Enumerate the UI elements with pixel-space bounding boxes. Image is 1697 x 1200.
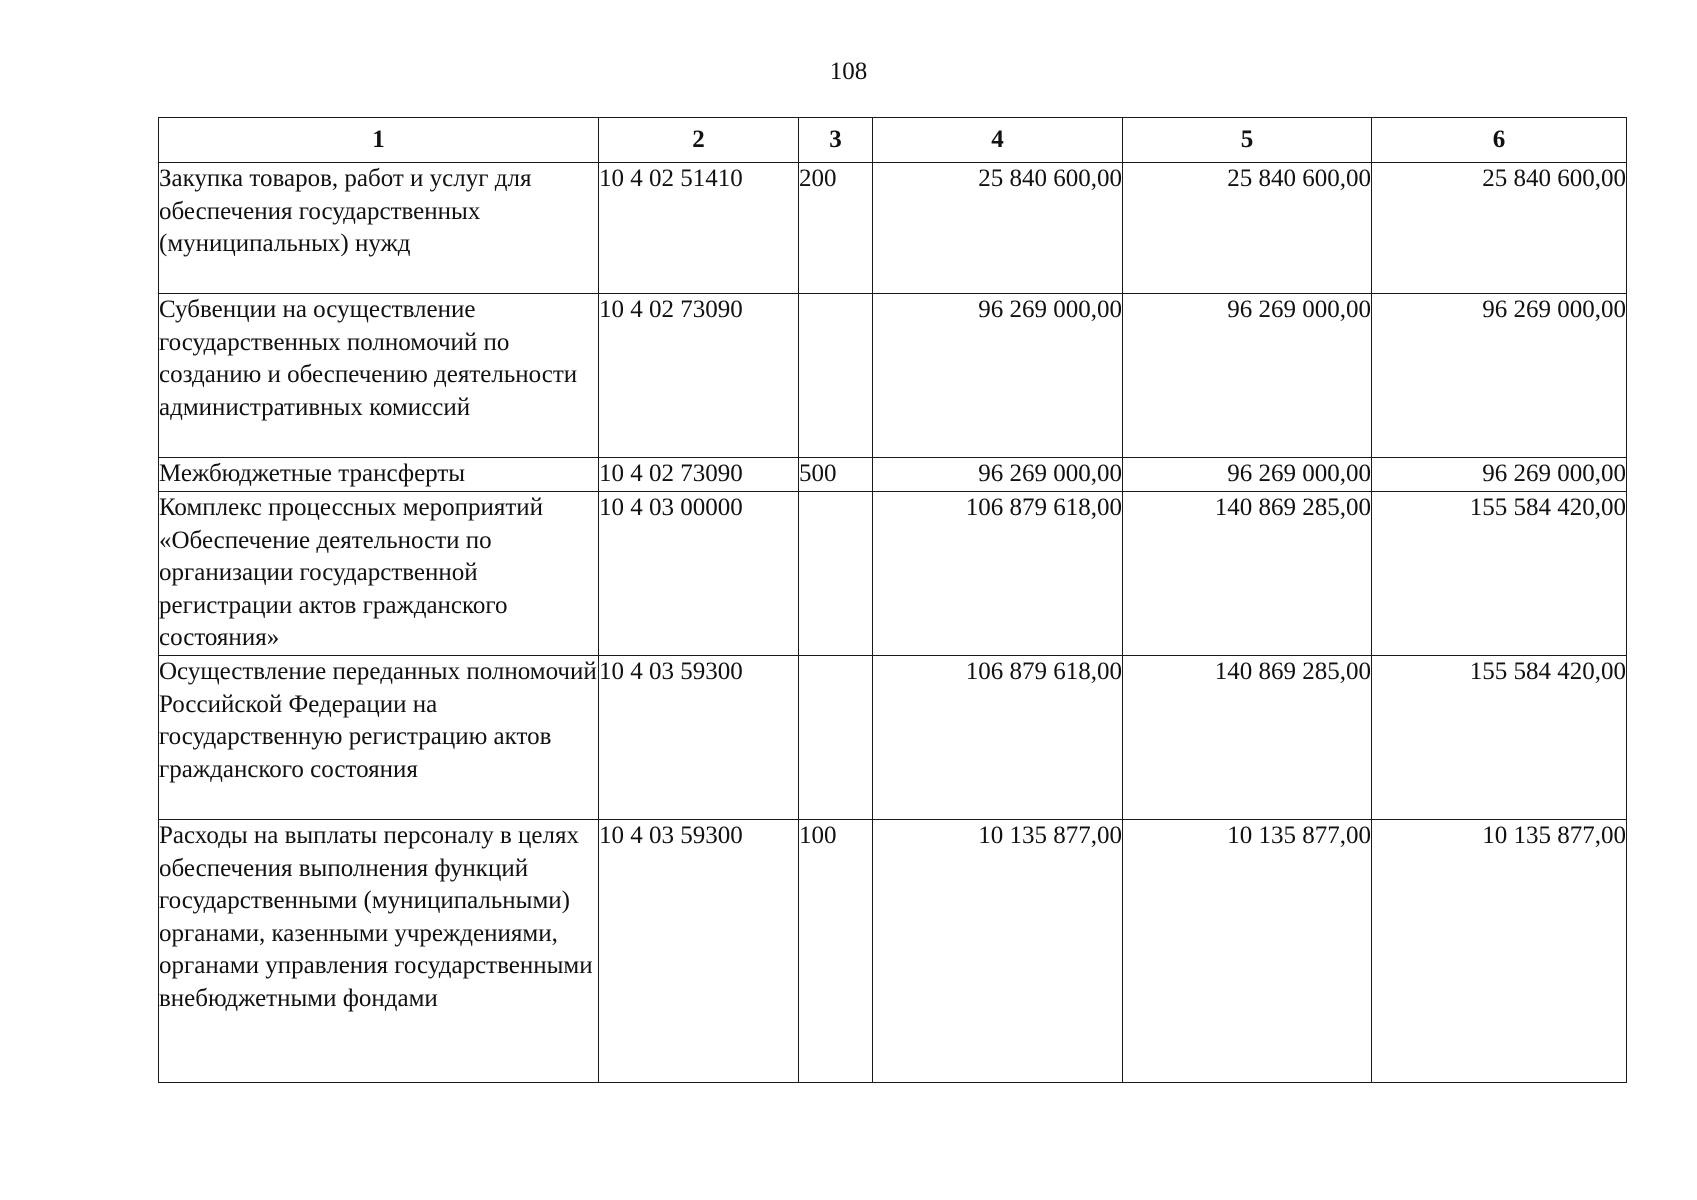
table-header (159, 118, 1627, 163)
amount-col-6: 155 584 420,00 (1372, 492, 1627, 656)
amount-col-5: 10 135 877,00 (1123, 820, 1372, 1083)
column-header-3: 3 (799, 118, 873, 163)
item-name: Межбюджетные трансферты (159, 458, 599, 492)
column-header-5: 5 (1123, 118, 1372, 163)
target-code: 10 4 03 00000 (599, 492, 799, 656)
table-row (159, 294, 1627, 458)
item-name: Закупка товаров, работ и услуг для обеспечения государственных (муниципальных) нужд (159, 163, 599, 294)
amount-col-5: 96 269 000,00 (1123, 294, 1372, 458)
amount-col-5: 140 869 285,00 (1123, 492, 1372, 656)
amount-col-4: 96 269 000,00 (873, 294, 1123, 458)
amount-col-4: 10 135 877,00 (873, 820, 1123, 1083)
item-name: Расходы на выплаты персоналу в целях обеспечения выполнения функций государственными (муниципальными) органами, казенными учреждениями, органами управления государственными внебюджетными фондами (159, 820, 599, 1083)
expense-type: 100 (799, 820, 873, 1083)
item-name: Комплекс процессных мероприятий «Обеспечение деятельности по организации государственной регистрации актов гражданского состояния» (159, 492, 599, 656)
expense-type (799, 656, 873, 820)
amount-col-6: 10 135 877,00 (1372, 820, 1627, 1083)
target-code: 10 4 03 59300 (599, 820, 799, 1083)
amount-col-5: 25 840 600,00 (1123, 163, 1372, 294)
table-row (159, 820, 1627, 1083)
target-code: 10 4 02 51410 (599, 163, 799, 294)
header-row (159, 118, 1627, 163)
column-header-6: 6 (1372, 118, 1627, 163)
table-row (159, 458, 1627, 492)
amount-col-5: 140 869 285,00 (1123, 656, 1372, 820)
column-header-2: 2 (599, 118, 799, 163)
amount-col-4: 106 879 618,00 (873, 492, 1123, 656)
page-number: 108 (829, 58, 868, 85)
target-code: 10 4 03 59300 (599, 656, 799, 820)
item-name: Субвенции на осуществление государственных полномочий по созданию и обеспечению деятельности административных комиссий (159, 294, 599, 458)
target-code: 10 4 02 73090 (599, 294, 799, 458)
amount-col-4: 106 879 618,00 (873, 656, 1123, 820)
expense-type (799, 294, 873, 458)
amount-col-6: 25 840 600,00 (1372, 163, 1627, 294)
expense-type: 200 (799, 163, 873, 294)
table-row (159, 656, 1627, 820)
target-code: 10 4 02 73090 (599, 458, 799, 492)
amount-col-5: 96 269 000,00 (1123, 458, 1372, 492)
table-row (159, 492, 1627, 656)
column-header-1: 1 (159, 118, 599, 163)
amount-col-6: 155 584 420,00 (1372, 656, 1627, 820)
amount-col-4: 25 840 600,00 (873, 163, 1123, 294)
table-body (159, 163, 1627, 1083)
expense-type (799, 492, 873, 656)
table-row (159, 163, 1627, 294)
column-header-4: 4 (873, 118, 1123, 163)
budget-table (158, 117, 1627, 1083)
item-name: Осуществление переданных полномочий Российской Федерации на государственную регистрацию актов гражданского состояния (159, 656, 599, 820)
amount-col-4: 96 269 000,00 (873, 458, 1123, 492)
amount-col-6: 96 269 000,00 (1372, 294, 1627, 458)
expense-type: 500 (799, 458, 873, 492)
amount-col-6: 96 269 000,00 (1372, 458, 1627, 492)
